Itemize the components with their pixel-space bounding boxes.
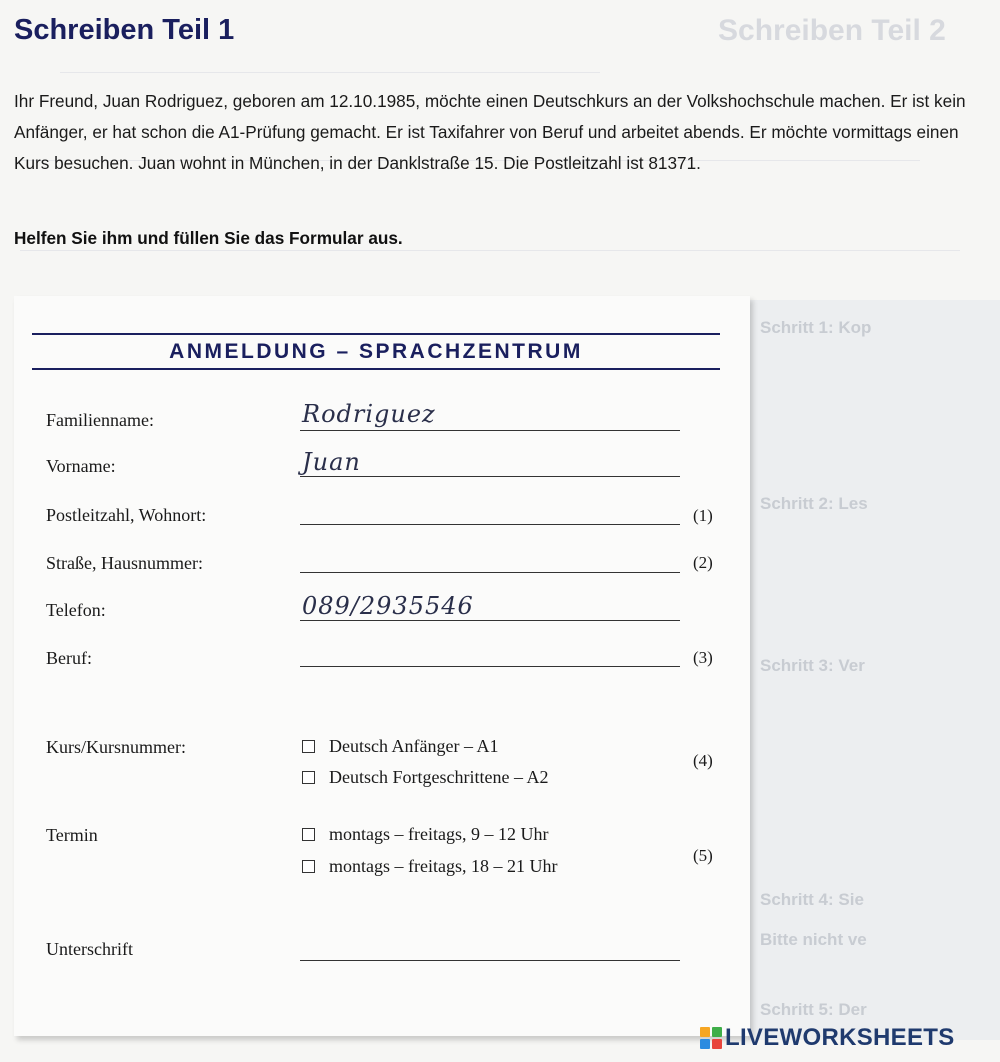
signature-line[interactable] bbox=[300, 960, 680, 961]
logo-icon bbox=[700, 1027, 722, 1049]
background-step: Bitte nicht ve bbox=[760, 930, 867, 949]
field-value-vorname[interactable]: Juan bbox=[302, 448, 361, 476]
field-label-strasse: Straße, Hausnummer: bbox=[46, 553, 203, 573]
page-title: Schreiben Teil 1 bbox=[14, 14, 235, 46]
liveworksheets-logo bbox=[700, 1024, 955, 1052]
task-instruction: Helfen Sie ihm und füllen Sie das Formular aus. bbox=[14, 228, 403, 248]
checkbox[interactable] bbox=[302, 828, 315, 841]
checkbox[interactable] bbox=[302, 771, 315, 784]
background-page-title: Schreiben Teil 2 bbox=[718, 14, 946, 47]
background-line bbox=[60, 72, 600, 73]
field-label-telefon: Telefon: bbox=[46, 600, 106, 620]
background-line bbox=[20, 250, 960, 251]
field-value-telefon[interactable]: 089/2935546 bbox=[302, 592, 474, 620]
background-step: Schritt 2: Les bbox=[760, 494, 868, 513]
field-line-beruf bbox=[300, 666, 680, 667]
field-label-familienname: Familienname: bbox=[46, 410, 154, 430]
field-line-postleitzahl bbox=[300, 524, 680, 525]
field-line-familienname bbox=[300, 430, 680, 431]
heading-rule-bottom bbox=[32, 368, 720, 370]
kurs-option-a1[interactable] bbox=[302, 736, 498, 757]
background-step: Schritt 5: Der bbox=[760, 1000, 867, 1019]
heading-rule-top bbox=[32, 333, 720, 335]
field-number: (3) bbox=[693, 648, 713, 667]
background-step: Schritt 1: Kop bbox=[760, 318, 872, 337]
logo-tile bbox=[700, 1039, 710, 1049]
field-number: (2) bbox=[693, 553, 713, 572]
field-line-telefon bbox=[300, 620, 680, 621]
field-label-postleitzahl: Postleitzahl, Wohnort: bbox=[46, 505, 207, 525]
field-label-vorname: Vorname: bbox=[46, 456, 116, 476]
background-step: Schritt 3: Ver bbox=[760, 656, 865, 675]
field-line-vorname bbox=[300, 476, 680, 477]
termin-option-label: montags – freitags, 18 – 21 Uhr bbox=[329, 856, 558, 876]
logo-tile bbox=[700, 1027, 710, 1037]
intro-paragraph: Ihr Freund, Juan Rodriguez, geboren am 12.10.1985, möchte einen Deutschkurs an der Volkshochschule machen. Er ist kein Anfänger, er hat schon die A1-Prüfung gemacht. Er ist Taxifahrer von Beruf und arbeitet abends. Er möchte vormittags einen Kurs besuchen. Juan wohnt in München, in der Danklstraße 15. Die Postleitzahl ist 81371. bbox=[14, 91, 966, 173]
termin-option-evening[interactable] bbox=[302, 856, 557, 877]
kurs-option-a2[interactable] bbox=[302, 767, 548, 788]
kurs-option-label: Deutsch Fortgeschrittene – A2 bbox=[329, 767, 549, 787]
field-number: (1) bbox=[693, 506, 713, 525]
logo-tile bbox=[712, 1027, 722, 1037]
termin-option-label: montags – freitags, 9 – 12 Uhr bbox=[329, 824, 549, 844]
checkbox[interactable] bbox=[302, 860, 315, 873]
field-line-strasse bbox=[300, 572, 680, 573]
termin-label: Termin bbox=[46, 825, 98, 845]
termin-option-morning[interactable] bbox=[302, 824, 548, 845]
field-label-beruf: Beruf: bbox=[46, 648, 92, 668]
field-number: (4) bbox=[693, 751, 713, 770]
logo-text: LIVEWORKSHEETS bbox=[725, 1024, 955, 1051]
form-heading: ANMELDUNG – SPRACHZENTRUM bbox=[169, 340, 583, 363]
field-value-familienname[interactable]: Rodriguez bbox=[302, 400, 436, 428]
field-number: (5) bbox=[693, 846, 713, 865]
kurs-option-label: Deutsch Anfänger – A1 bbox=[329, 736, 499, 756]
kurs-label: Kurs/Kursnummer: bbox=[46, 737, 186, 757]
background-step: Schritt 4: Sie bbox=[760, 890, 864, 909]
checkbox[interactable] bbox=[302, 740, 315, 753]
logo-tile bbox=[712, 1039, 722, 1049]
signature-label: Unterschrift bbox=[46, 939, 133, 959]
